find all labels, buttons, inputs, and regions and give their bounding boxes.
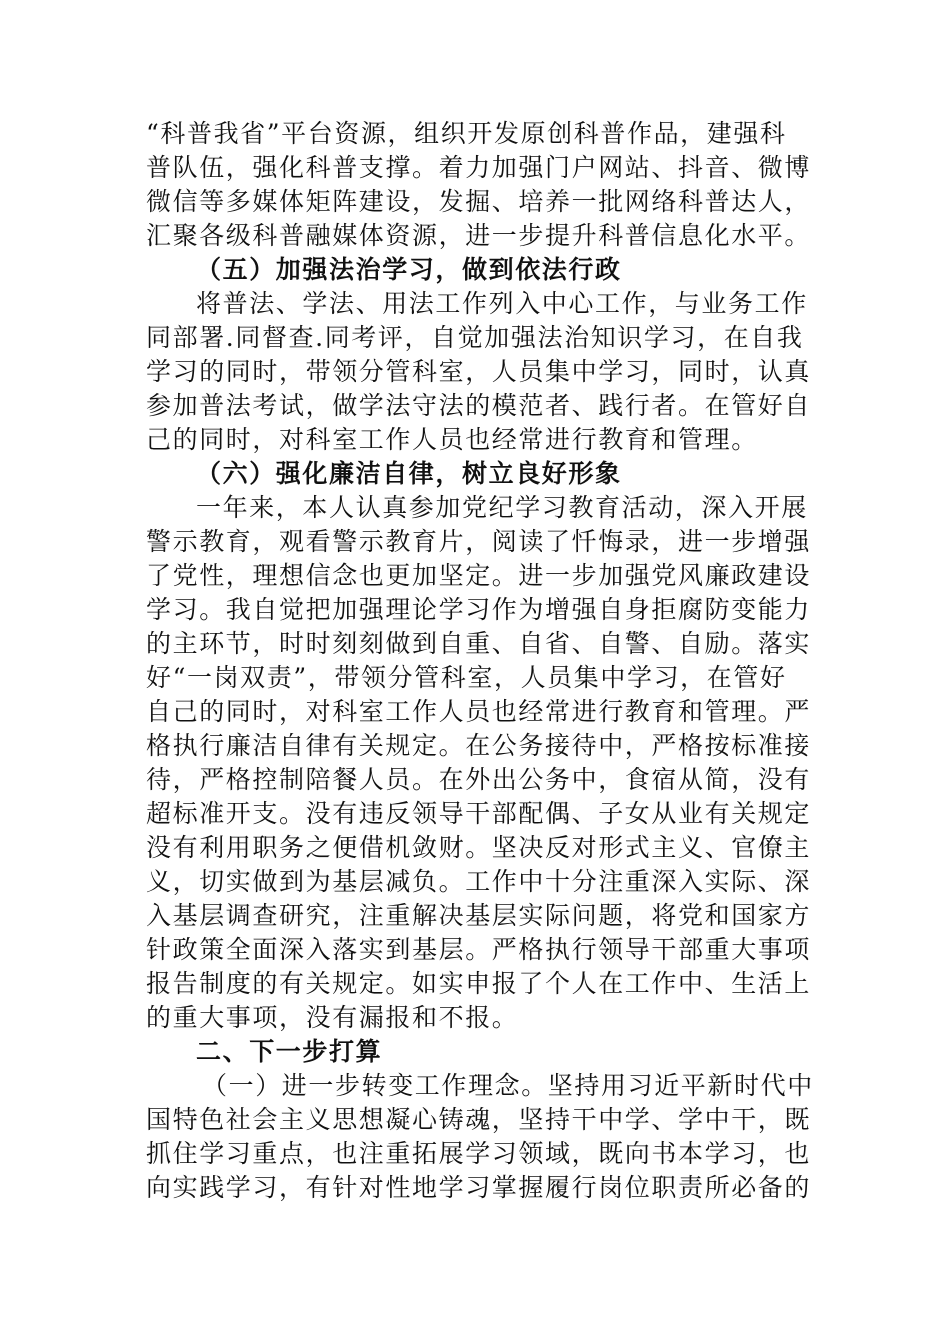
paragraph-line: 学习的同时，带领分管科室，人员集中学习，同时，认真 [146, 357, 812, 386]
paragraph-line: 参加普法考试，做学法守法的模范者、践行者。在管好自 [146, 391, 812, 420]
paragraph-line: 一年来，本人认真参加党纪学习教育活动，深入开展 [196, 493, 808, 522]
paragraph-line: （一）进一步转变工作理念。坚持用习近平新时代中 [202, 1071, 814, 1100]
paragraph-line: 抓住学习重点，也注重拓展学习领域，既向书本学习，也 [146, 1139, 812, 1168]
paragraph-line: 入基层调查研究，注重解决基层实际问题，将党和国家方 [146, 901, 812, 930]
paragraph-line: 格执行廉洁自律有关规定。在公务接待中，严格按标准接 [146, 731, 812, 760]
paragraph-line: 没有利用职务之便借机敛财。坚决反对形式主义、官僚主 [146, 833, 812, 862]
paragraph-line: 自己的同时，对科室工作人员也经常进行教育和管理。严 [146, 697, 812, 726]
section-heading-2: 二、下一步打算 [196, 1037, 383, 1066]
paragraph-line: 普队伍，强化科普支撑。着力加强门户网站、抖音、微博 [146, 153, 812, 182]
paragraph-line: 国特色社会主义思想凝心铸魂，坚持干中学、学中干，既 [146, 1105, 812, 1134]
paragraph-line: 己的同时，对科室工作人员也经常进行教育和管理。 [146, 425, 758, 454]
paragraph-line: 汇聚各级科普融媒体资源，进一步提升科普信息化水平。 [146, 221, 812, 250]
paragraph-line: 警示教育，观看警示教育片，阅读了忏悔录，进一步增强 [146, 527, 812, 556]
document-body [146, 117, 814, 1205]
paragraph-line: 向实践学习，有针对性地学习掌握履行岗位职责所必备的 [146, 1173, 812, 1202]
paragraph-line: 待，严格控制陪餐人员。在外出公务中，食宿从简，没有 [146, 765, 812, 794]
paragraph-line: 同部署.同督查.同考评，自觉加强法治知识学习，在自我 [146, 323, 804, 352]
paragraph-line: 将普法、学法、用法工作列入中心工作，与业务工作 [196, 289, 808, 318]
paragraph-line: 微信等多媒体矩阵建设，发掘、培养一批网络科普达人， [146, 187, 812, 216]
paragraph-line: 了党性，理想信念也更加坚定。进一步加强党风廉政建设 [146, 561, 812, 590]
section-heading-6: （六）强化廉洁自律，树立良好形象 [196, 459, 622, 488]
section-heading-5: （五）加强法治学习，做到依法行政 [196, 255, 622, 284]
paragraph-line: 针政策全面深入落实到基层。严格执行领导干部重大事项 [146, 935, 812, 964]
paragraph-line: 的重大事项，没有漏报和不报。 [146, 1003, 519, 1032]
paragraph-line: 学习。我自觉把加强理论学习作为增强自身拒腐防变能力 [146, 595, 812, 624]
paragraph-line: 超标准开支。没有违反领导干部配偶、子女从业有关规定 [146, 799, 812, 828]
paragraph-line: “科普我省”平台资源，组织开发原创科普作品，建强科 [146, 119, 787, 148]
paragraph-line: 义，切实做到为基层减负。工作中十分注重深入实际、深 [146, 867, 812, 896]
paragraph-line: 的主环节，时时刻刻做到自重、自省、自警、自励。落实 [146, 629, 812, 658]
paragraph-line: 报告制度的有关规定。如实申报了个人在工作中、生活上 [146, 969, 812, 998]
paragraph-line: 好“一岗双责”，带领分管科室，人员集中学习，在管好 [146, 663, 787, 692]
